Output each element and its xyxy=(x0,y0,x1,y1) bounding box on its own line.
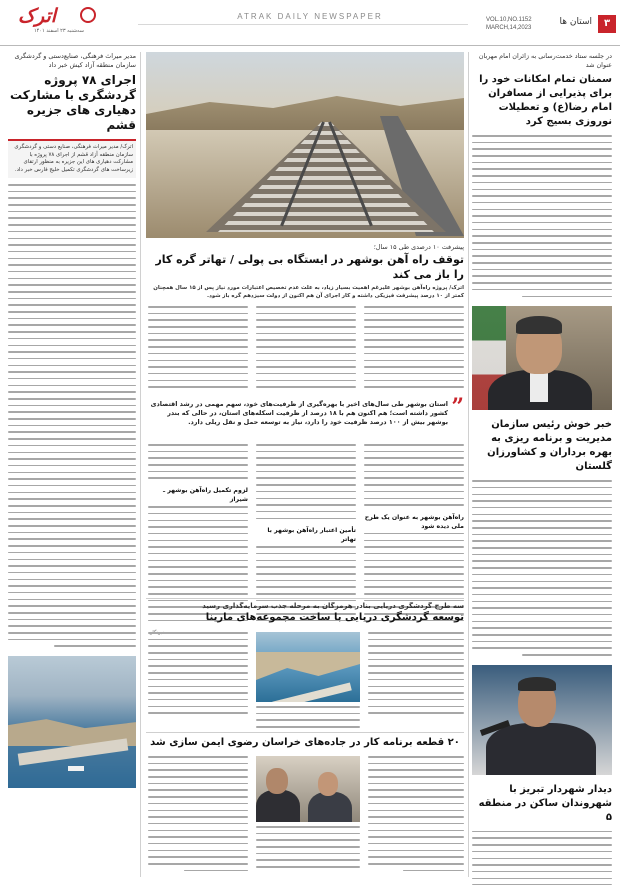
article-body xyxy=(472,135,612,302)
main-lead: اترک/ پروژه راه‌آهن بوشهر علیرغم اهمیت بسیار زیاد، به علت عدم تخصیص اعتبارات مورد نیاز پس از ۱۵ سال همچنان کمتر از ۱۰ درصد پیشرفت فیزیکی داشته و کار اجرای آن هم اکنون از دولت سیزدهم گره باز شود. xyxy=(153,285,464,299)
column-divider xyxy=(468,52,469,877)
story-kicker: سه طرح گردشگری دریایی بنادر هرمزگان به مرحله جذب سرمایه‌گذاری رسید xyxy=(202,602,464,610)
section-subhead: راه‌آهن بوشهر به عنوان یک طرح ملی دیده شود xyxy=(364,513,464,530)
story-headline: خبر خوش رئیس سازمان مدیریت و برنامه ریزی به بهره برداران و کشاورزان گلستان xyxy=(487,419,612,473)
article-column xyxy=(148,632,248,719)
story-headline: اجرای ۷۸ پروژه گردشگری با مشارکت دهیاری های جزیره قشم xyxy=(10,73,136,132)
column-divider xyxy=(140,52,141,877)
title-rule xyxy=(138,24,468,25)
port-story xyxy=(146,602,464,730)
story-lead-box xyxy=(8,139,136,178)
railway-photo xyxy=(146,52,464,238)
article-column xyxy=(148,444,248,627)
masthead xyxy=(0,0,620,46)
article-column xyxy=(256,632,360,730)
issue-date: سه‌شنبه ۲۳ اسفند ۱۴۰۱ xyxy=(34,28,84,34)
newspaper-logo: اترک xyxy=(18,5,57,27)
article-column xyxy=(256,756,360,873)
right-column xyxy=(472,52,612,885)
left-column xyxy=(8,52,136,877)
article-body xyxy=(472,480,612,661)
article-column xyxy=(148,306,248,393)
story-headline: ۲۰ قطعه برنامه کار در جاده‌های خراسان رضوی ایمن سازی شد xyxy=(150,737,460,748)
section-name: استان ها xyxy=(559,17,592,27)
story-lead: اترک/ مدیر میراث فرهنگی، صنایع دستی و گردشگری سازمان منطقه آزاد قشم از اجرای ۷۸ پروژه با مشارکت دهیاری های این جزیره به منظور ارتقای زیرساخت های گردشگری تکمیل خلیج فارس خبر داد. xyxy=(14,144,133,173)
main-body-top xyxy=(146,306,464,396)
section-subhead: تأمین اعتبار راه‌آهن بوشهر با تهاتر xyxy=(267,527,356,544)
official-photo xyxy=(472,306,612,410)
article-column xyxy=(256,444,356,627)
article-column xyxy=(256,306,356,393)
story-kicker: پیشرفت ۱۰ درصدی طی ۱۵ سال؛ xyxy=(373,243,464,251)
main-story xyxy=(146,52,464,640)
volume-info xyxy=(486,16,556,32)
story-kicker: مدیر میراث فرهنگی، صنایع‌دستی و گردشگری سازمان منطقه آزاد کیش خبر داد xyxy=(14,52,136,69)
page-number: ۳ xyxy=(598,15,616,33)
main-headline: توقف راه آهن بوشهر در ایستگاه بی پولی / تهاتر گره کار را باز می کند xyxy=(155,253,464,281)
paper-name: ATRAK DAILY NEWSPAPER xyxy=(237,12,383,21)
road-story xyxy=(146,736,464,877)
pullquote-text: استان بوشهر طی سال‌های اخیر با بهره‌گیری از ظرفیت‌های خود، سهم مهمی در رشد اقتصادی کشور داشته است؛ هم اکنون هم با ۱۸ درصد از ظرفیت اسکله‌های استان، در حالی که بندر بوشهر بیش از ۱۰۰ درصد ظرفیت خود را دارد، نیاز به توسعه حمل و نقل ریلی دارد. xyxy=(150,400,448,426)
story-kicker: در جلسه ستاد خدمت‌رسانی به زائران امام مهربان عنوان شد xyxy=(478,52,612,69)
article-body xyxy=(8,184,136,652)
port-photo xyxy=(8,656,136,788)
marina-photo xyxy=(256,632,360,702)
date-english: MARCH,14,2023 xyxy=(486,25,532,31)
pullquote-box xyxy=(146,394,464,444)
article-column xyxy=(364,306,464,393)
article-column xyxy=(368,632,464,719)
section-divider xyxy=(146,598,464,599)
article-body xyxy=(472,831,612,885)
story-headline: سمنان تمام امکانات خود را برای پذیرایی از مسافران امام رضا(ع) و تعطیلات نوروزی بسیج کرد xyxy=(479,74,612,127)
story-headline: توسعه گردشگری دریایی با ساخت مجموعه‌های مارینا xyxy=(205,612,464,623)
section-divider xyxy=(146,732,464,733)
story-headline: دیدار شهردار تبریز با شهروندان ساکن در منطقه ۵ xyxy=(478,783,612,823)
mayor-photo xyxy=(472,665,612,775)
volume-number: VOL.10,NO.1152 xyxy=(486,17,532,23)
section-subhead: لزوم تکمیل راه‌آهن بوشهر ـ شیراز xyxy=(163,487,248,504)
article-column xyxy=(148,756,248,876)
article-column xyxy=(364,444,464,627)
meeting-photo xyxy=(256,756,360,822)
quote-icon: ” xyxy=(451,394,464,420)
article-column xyxy=(368,756,464,876)
